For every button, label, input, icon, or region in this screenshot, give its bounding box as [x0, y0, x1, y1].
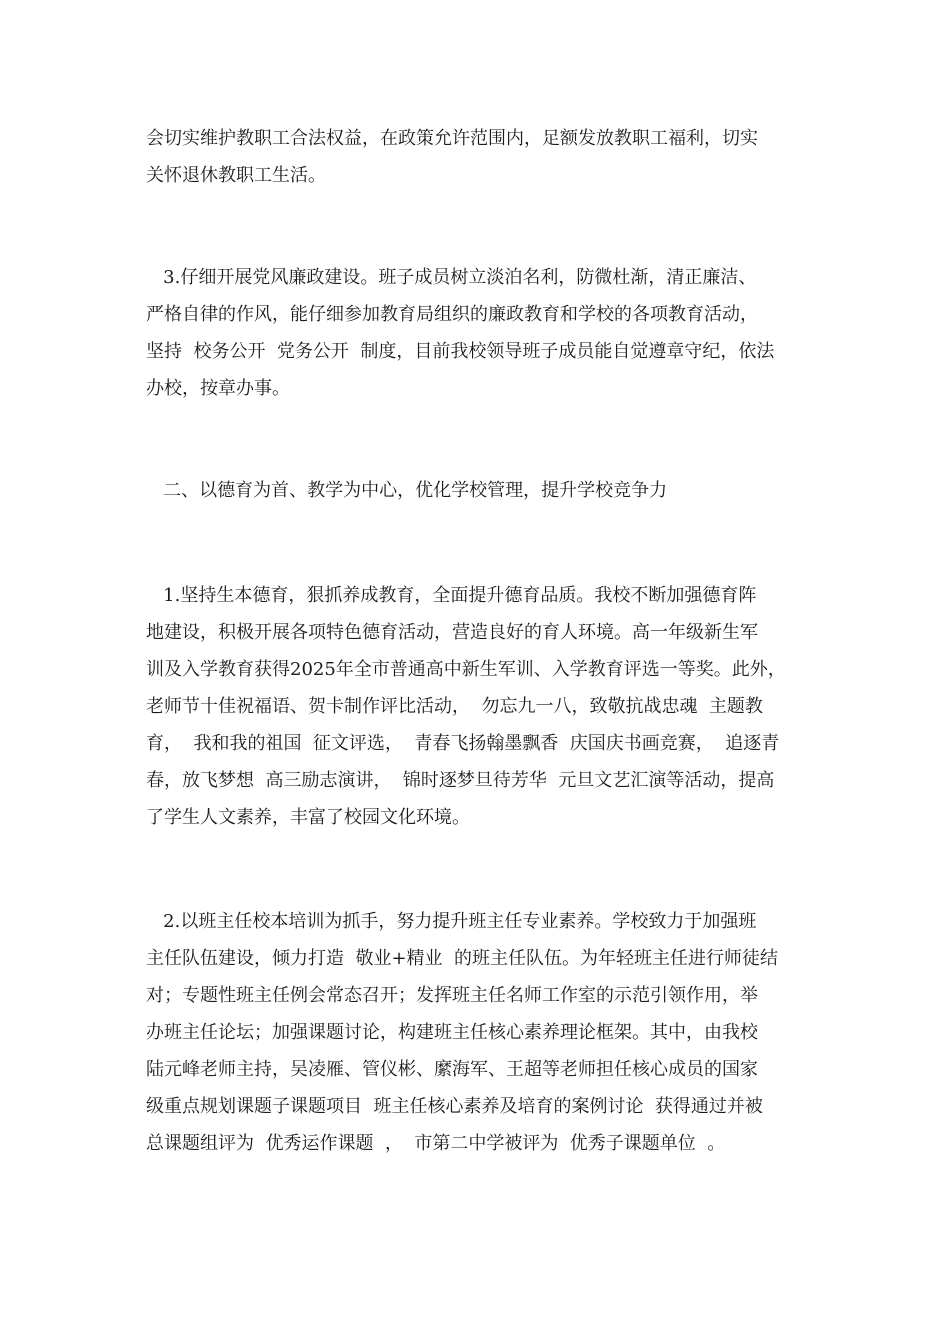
text-line: 地建设，积极开展各项特色德育活动，营造良好的育人环境。高一年级新生军 — [146, 622, 758, 643]
text-line: 陆元峰老师主持，吴凌雁、管仪彬、縻海军、王超等老师担任核心成员的国家 — [146, 1059, 758, 1080]
text-line: 办校，按章办事。 — [146, 378, 290, 399]
text-line: 办班主任论坛；加强课题讨论，构建班主任核心素养理论框架。其中，由我校 — [146, 1022, 758, 1043]
text-line: 育， 我和我的祖国 征文评选， 青春飞扬翰墨飘香 庆国庆书画竞赛， 追逐青 — [146, 733, 780, 754]
text-line: 了学生人文素养，丰富了校园文化环境。 — [146, 807, 470, 828]
text-line: 会切实维护教职工合法权益，在政策允许范围内，足额发放教职工福利，切实 — [146, 128, 758, 149]
text-line: 严格自律的作风，能仔细参加教育局组织的廉政教育和学校的各项教育活动， — [146, 304, 758, 325]
text-line: 春，放飞梦想 高三励志演讲， 锦时逐梦旦待芳华 元旦文艺汇演等活动，提高 — [146, 770, 775, 791]
text-line: 老师节十佳祝福语、贺卡制作评比活动， 勿忘九一八，致敬抗战忠魂 主题教 — [146, 696, 763, 717]
text-line: 1.坚持生本德育，狠抓养成教育，全面提升德育品质。我校不断加强德育阵 — [146, 585, 757, 606]
text-line: 坚持 校务公开 党务公开 制度，目前我校领导班子成员能自觉遵章守纪，依法 — [146, 341, 775, 362]
text-line: 级重点规划课题子课题项目 班主任核心素养及培育的案例讨论 获得通过并被 — [146, 1096, 763, 1117]
text-line: 3.仔细开展党风廉政建设。班子成员树立淡泊名利，防微杜渐，清正廉洁、 — [146, 267, 757, 288]
text-line: 对；专题性班主任例会常态召开；发挥班主任名师工作室的示范引领作用，举 — [146, 985, 758, 1006]
text-line: 主任队伍建设，倾力打造 敬业+精业 的班主任队伍。为年轻班主任进行师徒结 — [146, 948, 778, 969]
text-line: 2.以班主任校本培训为抓手，努力提升班主任专业素养。学校致力于加强班 — [146, 911, 757, 932]
text-line: 关怀退休教职工生活。 — [146, 165, 326, 186]
section-heading: 二、以德育为首、教学为中心，优化学校管理，提升学校竞争力 — [146, 480, 668, 501]
text-line: 训及入学教育获得2025年全市普通高中新生军训、入学教育评选一等奖。此外， — [146, 659, 786, 680]
text-line: 总课题组评为 优秀运作课题 ， 市第二中学被评为 优秀子课题单位 。 — [146, 1133, 726, 1154]
